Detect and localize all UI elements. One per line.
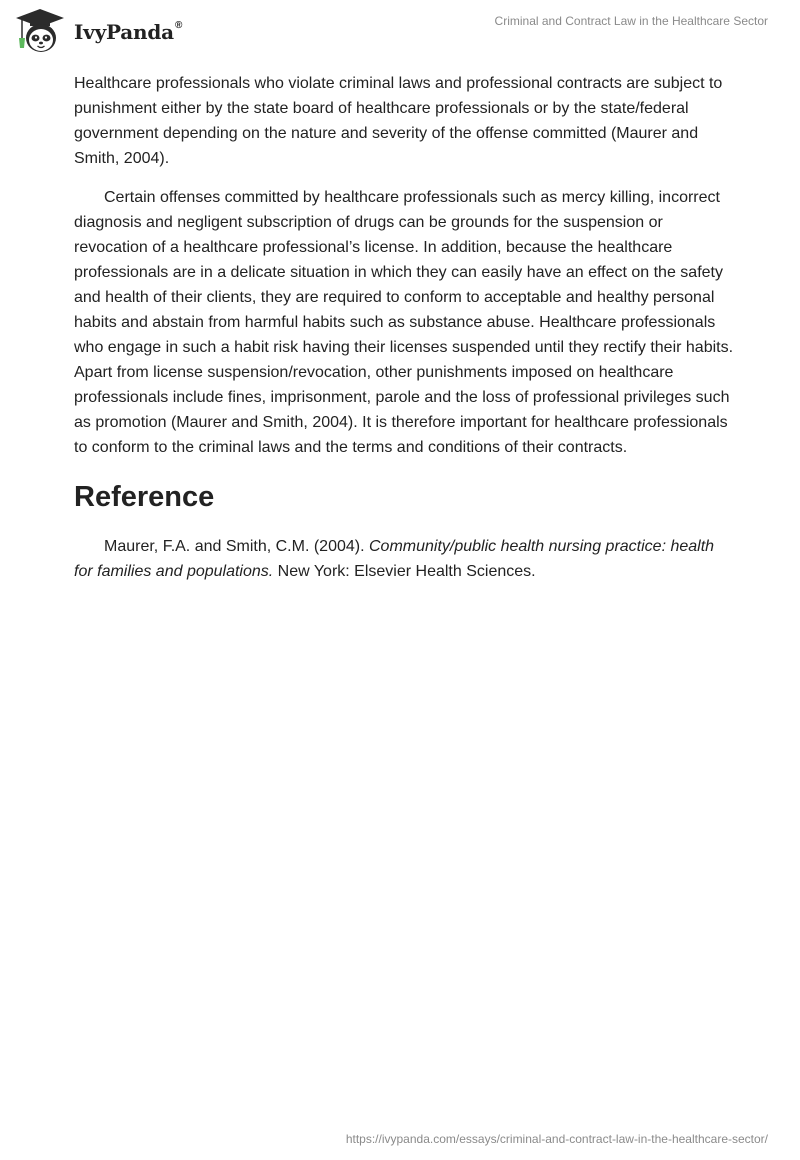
body-paragraph: Healthcare professionals who violate criminal laws and professional contracts are subject to punishment either by the state board of healthcare professionals or by the state/federal government depending on the nature and severity of the offense committed (Maurer and Smith, 2004). — [74, 75, 723, 167]
reference-entry — [74, 534, 734, 584]
logo-name: IvyPanda — [74, 20, 174, 44]
panda-graduate-logo-icon — [14, 8, 66, 54]
essay-content — [74, 71, 734, 598]
registered-mark: ® — [174, 20, 183, 32]
reference-authors: Maurer, F.A. and Smith, C.M. (2004). — [104, 538, 369, 555]
footer-url[interactable]: https://ivypanda.com/essays/criminal-and-contract-law-in-the-healthcare-sector/ — [345, 1132, 768, 1146]
ivypanda-logo[interactable] — [14, 8, 182, 54]
body-paragraph: Certain offenses committed by healthcare professionals such as mercy killing, incorrect diagnosis and negligent subscription of drugs can be grounds for the suspension or revocation of a healthcare professional’s license. In addition, because the healthcare professionals are in a delicate situation in which they can easily have an effect on the safety and health of their clients, they are required to conform to acceptable and healthy personal habits and abstain from harmful habits such as substance abuse. Healthcare professionals who engage in such a habit risk having their licenses suspended until they rectify their habits. Apart from license suspension/revocation, other punishments imposed on healthcare professionals include fines, imprisonment, parole and the loss of professional privileges such as promotion (Maurer and Smith, 2004). It is therefore important for healthcare professionals to conform to the criminal laws and the terms and conditions of their contracts. — [74, 189, 734, 456]
page-header — [0, 0, 800, 64]
reference-heading: Reference — [74, 481, 215, 513]
logo-wordmark — [74, 20, 182, 44]
reference-publisher: New York: Elsevier Health Sciences. — [273, 563, 536, 580]
running-title: Criminal and Contract Law in the Healthcare Sector — [494, 14, 768, 28]
reference-title: Community/public health nursing practice: health for families and populations. — [74, 538, 715, 580]
